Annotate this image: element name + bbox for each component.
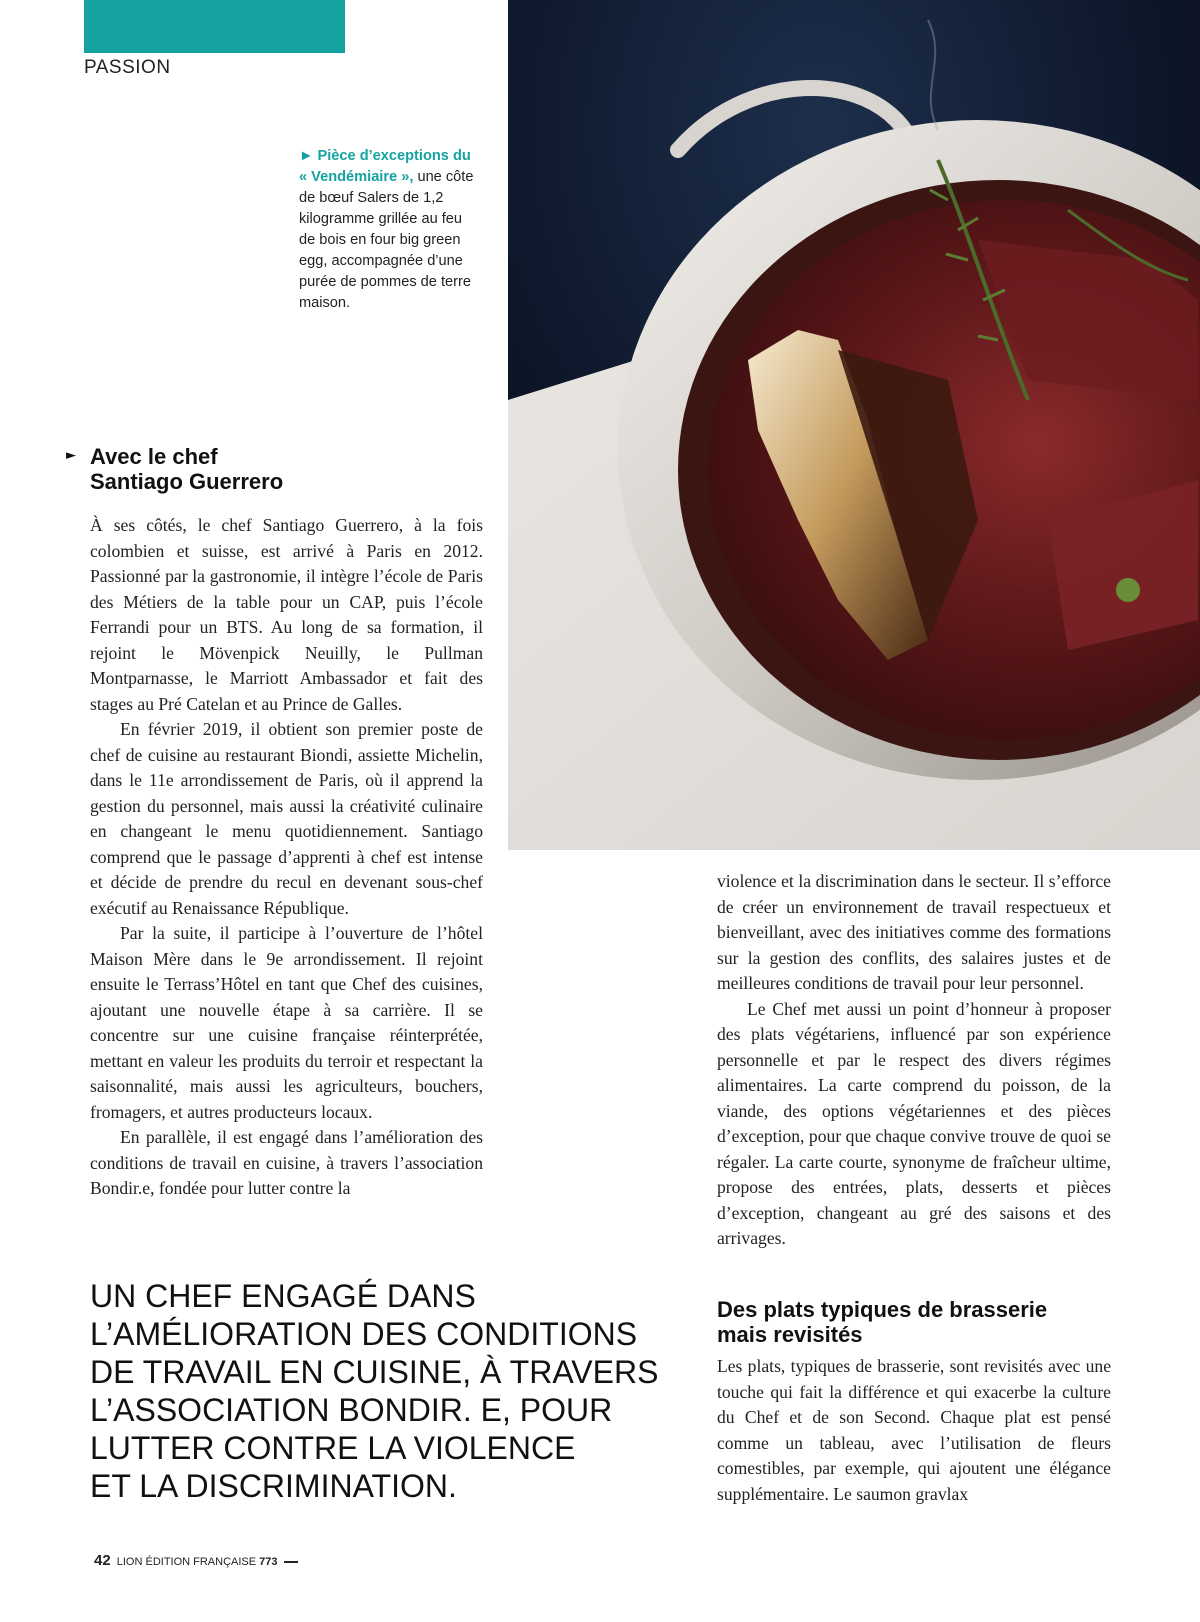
heading-brasserie-line2: mais revisités [717,1322,863,1347]
paragraph: À ses côtés, le chef Santiago Guerrero, à la fois colombien et suisse, est arrivé à Paris en 2012. Passionné par la gastronomie, il intègre l’école de Paris des Métiers de la table pour un CAP, puis l’école Ferrandi pour un BTS. Au long de sa formation, il rejoint le Mövenpick Neuilly, le Pullman Montparnasse, le Marriott Ambassador et fait des stages au Pré Catelan et au Prince de Galles. [90,515,483,714]
caption-text: une côte de bœuf Salers de 1,2 kilogramme grillée au feu de bois en four big green egg, accompagnée d’une purée de pommes de terre maison. [299,169,474,311]
section-label: PASSION [84,57,171,78]
pull-quote-line: LUTTER CONTRE LA VIOLENCE [90,1430,576,1466]
paragraph: Le Chef met aussi un point d’honneur à proposer des plats végétariens, influencé par son expérience personnelle et par le respect des divers régimes alimentaires. La carte comprend du poisson, de la viande, des options végétariennes et des pièces d’exception, pour que chaque convive trouve de quoi se régaler. La carte courte, synonyme de fraîcheur ultime, propose des entrées, plats, desserts et pièces d’exception, changeant au gré des saisons et des arrivages. [717,998,1111,1248]
dish-photo [508,0,1200,850]
heading-brasserie [717,1297,1097,1347]
pull-quote-line: L’ASSOCIATION BONDIR. E, POUR [90,1392,613,1428]
heading-chef-line1: Avec le chef [90,444,218,469]
heading-brasserie-line1: Des plats typiques de brasserie [717,1297,1048,1322]
article-column-right-2 [717,1354,1111,1507]
photo-caption [299,146,474,314]
pull-quote-line: DE TRAVAIL EN CUISINE, À TRAVERS [90,1354,659,1390]
article-column-left [90,513,483,1202]
heading-chef [90,444,420,494]
pull-quote-line: ET LA DISCRIMINATION. [90,1468,457,1504]
paragraph: En parallèle, il est engagé dans l’amélioration des conditions de travail en cuisine, à travers l’association Bondir.e, fondée pour lutter contre la [90,1127,483,1198]
paragraph: Les plats, typiques de brasserie, sont revisités avec une touche qui fait la différence et qui exacerbe la culture du Chef et de son Second. Chaque plat est pensé comme un tableau, avec l’utilisation de fleurs comestibles, par exemple, qui ajoutent une élégance supplémentaire. Le saumon gravlax [717,1356,1111,1504]
heading-chef-line2: Santiago Guerrero [90,469,284,494]
issue-number: 773 [259,1556,278,1568]
paragraph: violence et la discrimination dans le secteur. Il s’efforce de créer un environnement de travail respectueux et bienveillant, avec des initiatives comme des formations sur la gestion des conflits, des salaires justes et de meilleures conditions de travail pour leur personnel. [717,871,1111,993]
photo-cote-de-boeuf-icon [508,0,1200,850]
pull-quote [90,1277,690,1505]
page-footer [94,1552,298,1569]
caption-lead: ► Pièce d’exceptions du « Vendémiaire », [299,148,471,185]
pull-quote-line: L’AMÉLIORATION DES CONDITIONS [90,1316,638,1352]
paragraph: En février 2019, il obtient son premier poste de chef de cuisine au restaurant Biondi, assiette Michelin, dans le 11e arrondissement de Paris, où il apprend la gestion du personnel, mais aussi la créativité culinaire en changeant le menu quotidiennement. Santiago comprend que le passage d’apprenti à chef est intense et décide de prendre du recul en devenant sous-chef exécutif au Renaissance République. [90,719,483,918]
footer-dash [284,1561,298,1563]
section-color-bar [84,0,345,53]
article-column-right [717,869,1111,1252]
paragraph: Par la suite, il participe à l’ouverture de l’hôtel Maison Mère dans le 9e arrondissement. Il rejoint ensuite le Terrass’Hôtel en tant que Chef des cuisines, ajoutant une nouvelle étape à sa carrière. Il se concentre sur une cuisine française réinterprétée, mettant en valeur les produits du terroir et respectant la saisonnalité, mais aussi les agriculteurs, bouchers, fromagers, et autres producteurs locaux. [90,923,483,1122]
pull-quote-line: UN CHEF ENGAGÉ DANS [90,1278,476,1314]
publication-name: LION ÉDITION FRANÇAISE [116,1556,257,1568]
page-number: 42 [94,1552,111,1569]
heading-arrow-icon: ► [66,448,76,463]
